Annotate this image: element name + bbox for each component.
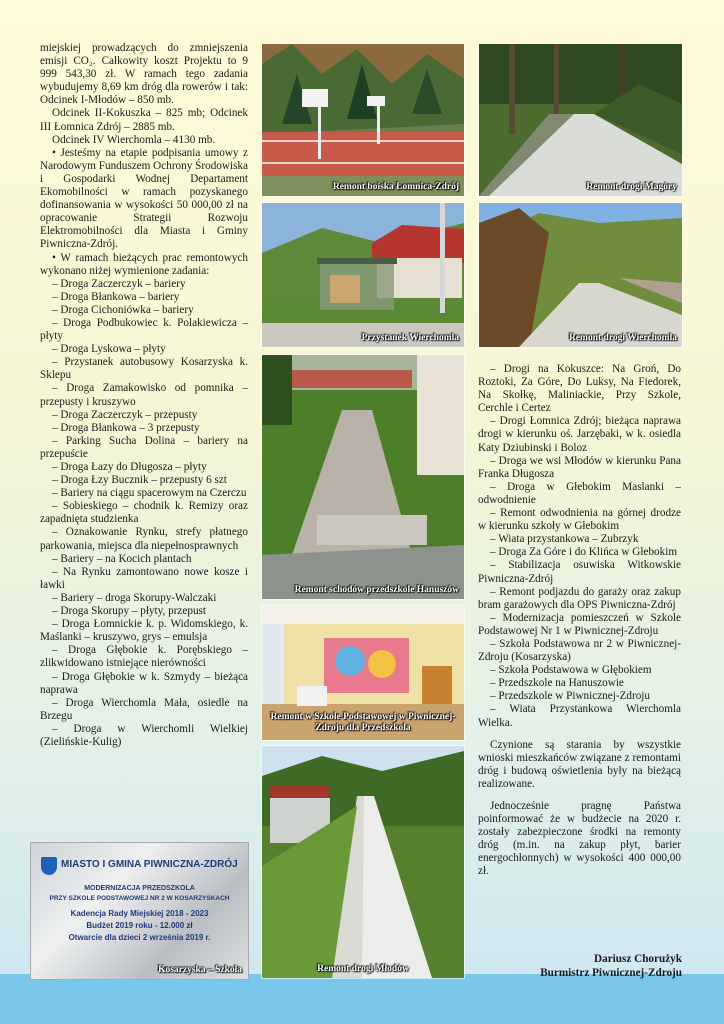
text-paragraph: – Przedszkole na Hanuszowie <box>490 677 624 690</box>
text-paragraph: Czynione są starania by wszystkie wnioski mieszkańców związane z remontami dróg i budową oświetlenia były na bieżącą realizowane. <box>478 738 681 790</box>
text-paragraph: miejskiej prowadzących do zmniejszenia emisji CO₂. Całkowity koszt Projektu to 9 999 543,30 zł. W ramach tego zadania wybudujemy 8,69 km dróg dla rowerów i tak: Odcinek I-Młodów – 850 mb. <box>40 42 248 107</box>
photo-droga-mlodow <box>261 745 465 979</box>
sign-line-6: Otwarcie dla dzieci 2 września 2019 r. <box>68 933 211 942</box>
text-paragraph: – Droga Wierchomla Mała, osiedle na Brzegu <box>40 696 248 722</box>
text-paragraph: – Droga Zaczerczyk – przepusty <box>52 408 198 421</box>
text-paragraph: – Droga Łomnickie k. p. Widomskiego, k. Maślanki – kruszywo, grys – emulsja <box>40 618 248 644</box>
sign-line-3: PRZY SZKOLE PODSTAWOWEJ NR 2 W KOSARZYSKACH <box>49 895 230 902</box>
signature-name: Dariusz Chorużyk <box>594 953 682 965</box>
photo-boisko-lomnica <box>261 43 465 197</box>
photo-caption: Remont drogi Wierchomla <box>568 333 677 343</box>
text-paragraph: – Przedszkole w Piwnicznej-Zdroju <box>490 690 651 703</box>
photo-schody-hanuszow <box>261 354 465 600</box>
text-paragraph: – Modernizacja pomieszczeń w Szkole Podstawowej Nr 1 w Piwnicznej-Zdroju <box>478 611 681 637</box>
text-paragraph: – Droga Za Góre i do Klińca w Głebokim <box>490 546 678 559</box>
text-paragraph: – Drogi Łomnica Zdrój; bieżąca naprawa drogi w kierunku oś. Jarzębaki, w k. osiedla Katy Dziubinski i Boloz <box>478 415 681 454</box>
text-paragraph: – Droga Łzy Bucznik – przepusty 6 szt <box>52 474 227 487</box>
text-paragraph: – Sobieskiego – chodnik k. Remizy oraz zapadnięta studzienka <box>40 500 248 526</box>
text-paragraph: – Szkoła Podstawowa w Głębokiem <box>490 664 652 677</box>
sign-line-5: Budżet 2019 roku - 12.000 zł <box>86 921 193 930</box>
text-paragraph: – Remont podjazdu do garaży oraz zakup bram garażowych dla OPS Piwniczna-Zdrój <box>478 585 681 611</box>
text-paragraph: Jednocześnie pragnę Państwa poinformować że w budżecie na 2020 r. zostały zabezpieczone środki na remonty dróg (m.in. na zakup płyt, barier energochłonnych) w wysokości 400 000,00 zł. <box>478 800 681 878</box>
photo-caption: Remont schodów przedszkole Hanuszów <box>294 585 459 595</box>
text-paragraph: – Drogi na Kokuszce: Na Groń, Do Roztoki, Za Góre, Do Luksy, Na Fiedorek, Na Skołkę, Maliniackie, Przy Szkole, Cerchle i Certez <box>478 363 681 415</box>
paragraph-gap <box>478 730 681 739</box>
text-paragraph: – Droga w Wierchomli Wielkiej (Zielińskie-Kulig) <box>40 722 248 748</box>
photo-przystanek-wierchomla <box>261 202 465 348</box>
sign-line-1: MIASTO I GMINA PIWNICZNA-ZDRÓJ <box>61 859 238 870</box>
photo-caption: Remont drogi Młodów <box>317 964 409 974</box>
text-paragraph: – Droga w Głebokim Maslanki – odwodnienie <box>478 480 681 506</box>
text-paragraph: – Bariery – droga Skorupy-Walczaki <box>52 591 217 604</box>
text-paragraph: – Droga Zaczerczyk – bariery <box>52 277 186 290</box>
text-paragraph: • Jesteśmy na etapie podpisania umowy z Narodowym Funduszem Ochrony Środowiska i Gospodarki Wodnej Departament Ekomobilności w ramach pozyskanego dofinansowania w wysokości 50 000,00 zł na opracowanie Strategii Rozwoju Elektromobilności dla Miasta i Gminy Piwniczna-Zdrój. <box>40 146 248 251</box>
text-paragraph: – Droga we wsi Młodów w kierunku Pana Franka Długosza <box>478 454 681 480</box>
text-paragraph: – Szkoła Podstawowa nr 2 w Piwnicznej-Zdroju (Kosarzyska) <box>478 637 681 664</box>
text-paragraph: – Droga Błankowa – bariery <box>52 290 180 303</box>
photo-tablica-kosarzyska <box>30 842 249 980</box>
paragraph-gap <box>478 791 681 800</box>
photo-caption: Remont drogi Magóry <box>586 182 677 192</box>
photo-caption: Remont boiska Łomnica-Zdrój <box>332 182 459 192</box>
sign-line-4: Kadencja Rady Miejskiej 2018 - 2023 <box>70 909 209 918</box>
text-paragraph: – Droga Głębokie w k. Szmydy – bieżąca naprawa <box>40 670 248 696</box>
text-paragraph: – Droga Zamakowisko od pomnika – przepusty i kruszywo <box>40 382 248 408</box>
text-paragraph: – Droga Łazy do Długosza – płyty <box>52 461 207 473</box>
text-paragraph: – Remont odwodnienia na górnej drodze w kierunku szkoły w Głebokim <box>478 507 681 533</box>
photo-droga-magory <box>478 43 683 197</box>
text-paragraph: – Droga Błankowa – 3 przepusty <box>52 421 200 434</box>
text-paragraph: – Na Rynku zamontowano nowe kosze i ławki <box>40 565 248 591</box>
text-paragraph: – Droga Lyskowa – płyty <box>52 343 166 356</box>
text-paragraph: – Bariery na ciągu spacerowym na Czerczu <box>52 487 247 500</box>
text-paragraph: – Droga Skorupy – płyty, przepust <box>52 605 207 618</box>
photo-caption: Kosarzyska – Szkoła <box>158 965 242 975</box>
sign-line-2: MODERNIZACJA PRZEDSZKOLA <box>84 885 195 892</box>
text-paragraph: – Droga Podbukowiec k. Polakiewicza – płyty <box>40 316 248 343</box>
right-text-column <box>478 363 681 879</box>
photo-caption: Przystanek Wierchomla <box>361 333 459 343</box>
left-text-column <box>40 42 248 749</box>
text-paragraph: • W ramach bieżących prac remontowych wykonano niżej wymienione zadania: <box>40 251 248 277</box>
signature-block <box>520 952 682 980</box>
text-paragraph: – Bariery – na Kocich plantach <box>52 552 192 565</box>
text-paragraph: – Wiata Przystankowa Wierchomla Wielka. <box>478 703 681 729</box>
text-paragraph: – Droga Głębokie k. Porębskiego – zlikwidowano istniejące nierówności <box>40 644 248 670</box>
photo-caption: Remont w Szkole Podstawowej w Piwnicznej-Zdroju dla Przedszkola <box>270 712 456 733</box>
text-paragraph: – Oznakowanie Rynku, strefy płatnego parkowania, miejsca dla niepełnosprawnych <box>40 526 248 552</box>
sign-crest-icon <box>41 857 57 875</box>
text-paragraph: – Droga Cichoniówka – bariery <box>52 303 194 316</box>
photo-szkola-przedszkole <box>261 605 465 741</box>
text-paragraph: Odcinek II-Kokuszka – 825 mb; Odcinek III Łomnica Zdrój – 2885 mb. <box>40 107 248 133</box>
text-paragraph: – Stabilizacja osuwiska Witkowskie Piwniczna-Zdrój <box>478 559 681 585</box>
bottom-band <box>0 974 724 1024</box>
text-paragraph: – Przystanek autobusowy Kosarzyska k. Sklepu <box>40 356 248 382</box>
text-paragraph: Odcinek IV Wierchomla – 4130 mb. <box>52 133 216 146</box>
photo-droga-wierchomla <box>478 202 683 348</box>
text-paragraph: – Wiata przystankowa – Zubrzyk <box>490 533 639 546</box>
signature-title: Burmistrz Piwnicznej-Zdroju <box>540 967 682 979</box>
text-paragraph: – Parking Sucha Dolina – bariery na przepuście <box>40 434 248 460</box>
